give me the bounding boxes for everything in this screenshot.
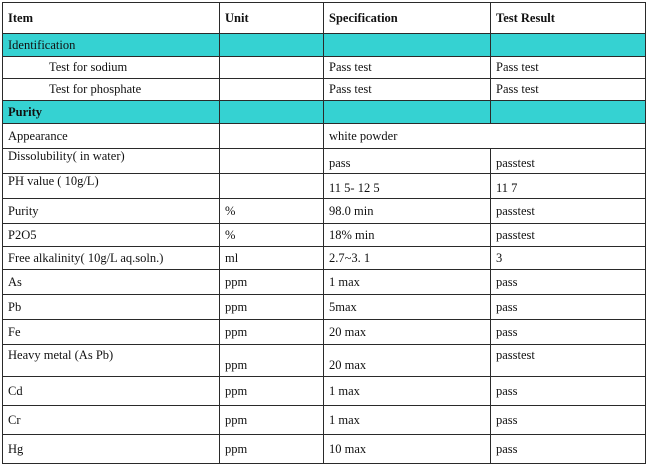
header-specification: Specification [324,3,491,34]
row-unit [220,149,324,174]
row-result: passtest [491,199,646,224]
row-item: Test for phosphate [3,79,220,101]
row-unit: % [220,199,324,224]
row-item: Cr [3,406,220,435]
row-result: pass [491,377,646,406]
row-result: pass [491,435,646,464]
row-spec: pass [324,149,491,174]
row-unit [220,79,324,101]
row-result: pass [491,270,646,295]
row-spec: 1 max [324,270,491,295]
row-result: 11 7 [491,174,646,199]
row-item: Dissolubility( in water) [3,149,220,174]
row-spec: 18% min [324,224,491,247]
row-spec: 1 max [324,406,491,435]
table-row [3,199,646,224]
table-row [3,435,646,464]
header-unit: Unit [220,3,324,34]
row-unit: ppm [220,406,324,435]
row-result: 3 [491,247,646,270]
row-unit: % [220,224,324,247]
row-item: Free alkalinity( 10g/L aq.soln.) [3,247,220,270]
table-row [3,295,646,320]
row-item: Hg [3,435,220,464]
table-row [3,406,646,435]
table-row [3,174,646,199]
row-spec: 10 max [324,435,491,464]
row-spec: white powder [324,124,646,149]
table-row [3,270,646,295]
table-row [3,79,646,101]
row-spec: 20 max [324,345,491,377]
row-spec: 20 max [324,320,491,345]
section-row-purity [3,101,646,124]
row-unit: ppm [220,295,324,320]
section-row-identification [3,34,646,57]
row-spec: 5max [324,295,491,320]
row-item: Heavy metal (As Pb) [3,345,220,377]
table-row [3,149,646,174]
header-item: Item [3,3,220,34]
table-row [3,57,646,79]
table-row-appearance [3,124,646,149]
row-unit [220,124,324,149]
row-unit: ppm [220,320,324,345]
row-result: pass [491,406,646,435]
row-unit: ppm [220,345,324,377]
table-row [3,345,646,377]
row-item: As [3,270,220,295]
row-item: Cd [3,377,220,406]
table-row [3,247,646,270]
section-title-purity: Purity [3,101,220,124]
row-item: Fe [3,320,220,345]
row-result: passtest [491,345,646,377]
row-result: pass [491,295,646,320]
row-item: PH value ( 10g/L) [3,174,220,199]
row-result: Pass test [491,57,646,79]
table-row [3,224,646,247]
row-spec: 98.0 min [324,199,491,224]
row-spec: 11 5- 12 5 [324,174,491,199]
table-row [3,377,646,406]
section-title-identification: Identification [3,34,220,57]
row-item: Pb [3,295,220,320]
row-spec: 2.7~3. 1 [324,247,491,270]
row-item: Appearance [3,124,220,149]
row-unit: ml [220,247,324,270]
table-row [3,320,646,345]
row-result: pass [491,320,646,345]
row-result: Pass test [491,79,646,101]
table-header-row [3,3,646,34]
row-item: Purity [3,199,220,224]
row-result: passtest [491,224,646,247]
row-spec: 1 max [324,377,491,406]
row-unit [220,174,324,199]
row-result: passtest [491,149,646,174]
row-item: Test for sodium [3,57,220,79]
row-unit: ppm [220,435,324,464]
row-item: P2O5 [3,224,220,247]
row-spec: Pass test [324,79,491,101]
row-spec: Pass test [324,57,491,79]
specification-table [2,2,646,464]
row-unit: ppm [220,377,324,406]
row-unit [220,57,324,79]
row-unit: ppm [220,270,324,295]
header-test-result: Test Result [491,3,646,34]
